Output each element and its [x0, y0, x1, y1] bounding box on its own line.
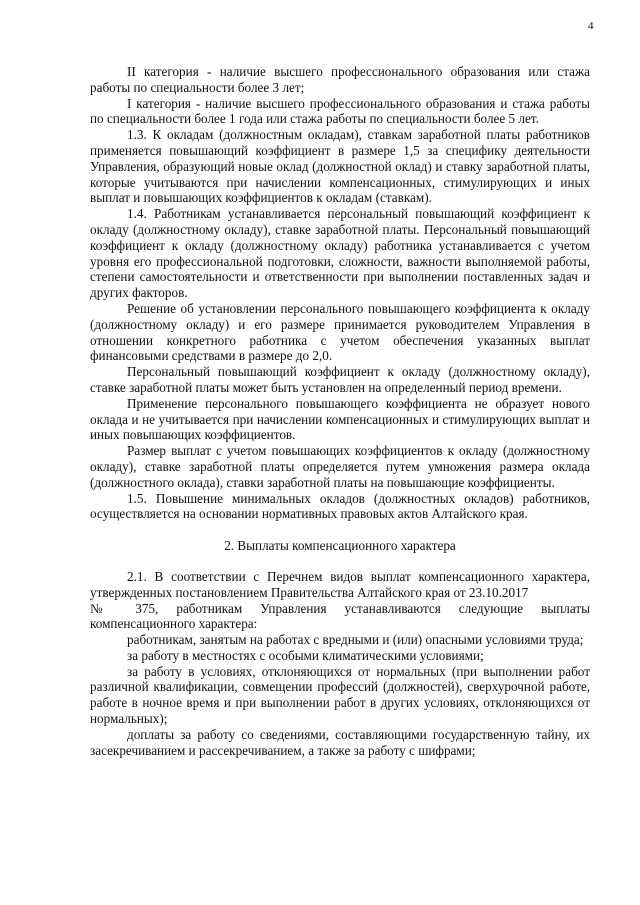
list-item-climatic-conditions: за работу в местностях с особыми климатическими условиями; — [127, 647, 484, 663]
section-heading-2: 2. Выплаты компенсационного характера — [224, 538, 456, 554]
paragraph-2-1: 2.1. В соответствии с Перечнем видов выплат компенсационного характера, утвержденных постановлением Правительства Алтайского края от 23.10.2017 — [90, 568, 590, 600]
page-number: 4 — [588, 20, 594, 32]
paragraph-2-1-continued: № 375, работникам Управления устанавливаются следующие выплаты компенсационного характера: — [90, 600, 590, 632]
paragraph-coefficient-decision: Решение об установлении персонального повышающего коэффициента к окладу (должностному окладу) и его размере принимается руководителем Управления в отношении конкретного работника с учетом обеспечения указанных выплат финансовыми средствами в размере до 2,0. — [90, 300, 590, 364]
paragraph-category-1: I категория - наличие высшего профессионального образования и стажа работы по специальности более 1 года или стажа работы по специальности более 5 лет. — [90, 95, 590, 127]
document-body — [90, 64, 590, 758]
paragraph-1-4: 1.4. Работникам устанавливается персональный повышающий коэффициент к окладу (должностному окладу), ставке заработной платы. Персональный повышающий коэффициент к окладу (должностному окладу) работника устанавливается с учетом уровня его профессиональной подготовки, сложности, важности выполняемой работы, степени самостоятельности и ответственности при выполнении поставленных задач и других факторов. — [90, 206, 590, 301]
list-item-state-secret: доплаты за работу со сведениями, составляющими государственную тайну, их засекречиванием и рассекречиванием, а также за работу с шифрами; — [90, 726, 590, 758]
paragraph-1-3: 1.3. К окладам (должностным окладам), ставкам заработной платы работников применяется повышающий коэффициент в размере 1,5 за специфику деятельности Управления, образующий новые оклад (должностной оклад) и ставку заработной платы, которые учитываются при начислении компенсационных, стимулирующих и иных выплат и повышающих коэффициентов к окладам (ставкам). — [90, 127, 590, 206]
list-item-harmful-conditions: работникам, занятым на работах с вредными и (или) опасными условиями труда; — [127, 632, 584, 648]
paragraph-category-2: II категория - наличие высшего профессионального образования или стажа работы по специальности более 3 лет; — [90, 64, 590, 95]
paragraph-1-5: 1.5. Повышение минимальных окладов (должностных окладов) работников, осуществляется на основании нормативных правовых актов Алтайского края. — [90, 490, 590, 522]
paragraph-payment-size: Размер выплат с учетом повышающих коэффициентов к окладу (должностному окладу), ставке заработной платы определяется путем умножения размера оклада (должностного оклада), ставки заработной платы на повышающие коэффициенты. — [90, 443, 590, 490]
paragraph-coefficient-period: Персональный повышающий коэффициент к окладу (должностному окладу), ставке заработной платы может быть установлен на определенный период времени. — [90, 364, 590, 395]
list-item-abnormal-conditions: за работу в условиях, отклоняющихся от нормальных (при выполнении работ различной квалификации, совмещении профессий (должностей), сверхурочной работе, работе в ночное время и при выполнении работ в других условиях, отклоняющихся от нормальных); — [90, 663, 590, 727]
paragraph-coefficient-application: Применение персонального повышающего коэффициента не образует нового оклада и не учитывается при начислении компенсационных и стимулирующих выплат и иных повышающих коэффициентов. — [90, 395, 590, 443]
